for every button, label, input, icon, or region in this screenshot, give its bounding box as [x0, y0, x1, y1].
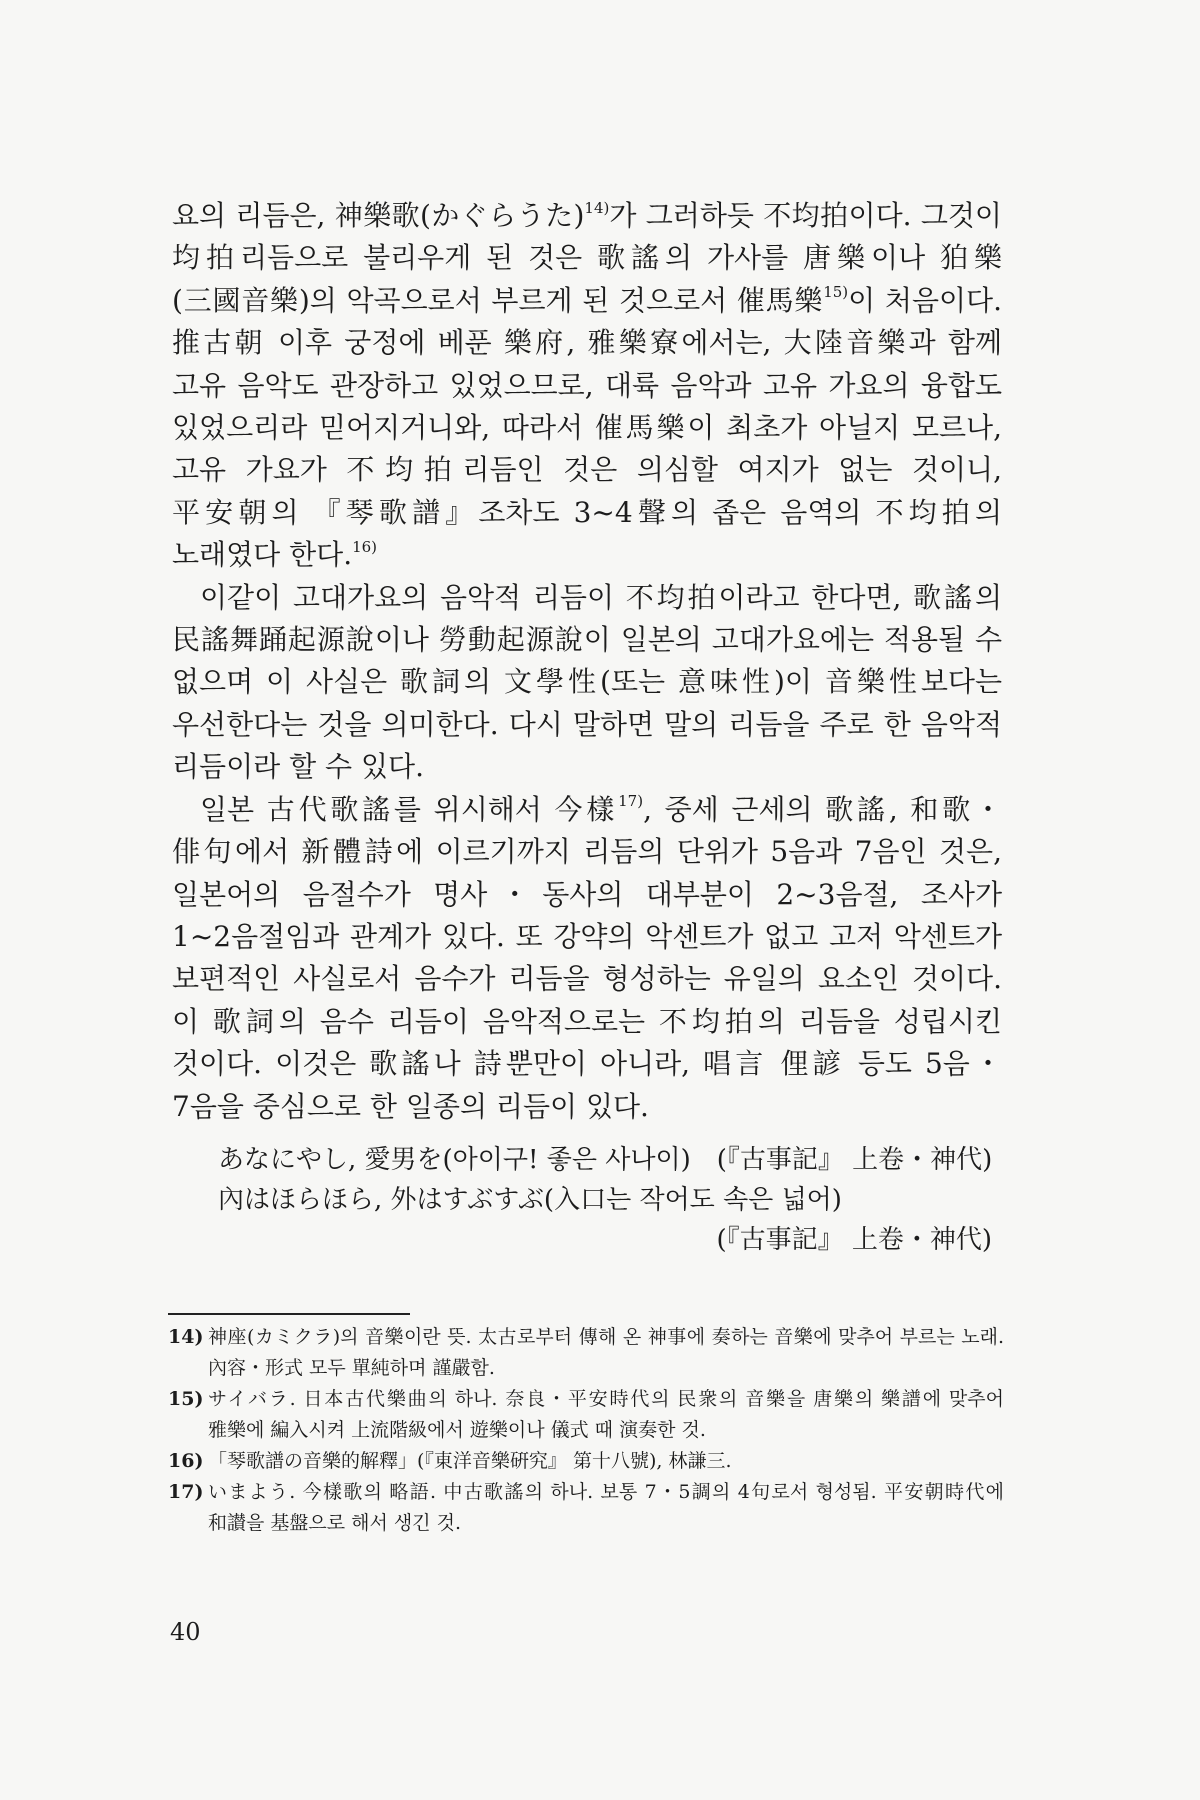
p3-text-2: , 중세 근세의 歌謠, 和歌・俳句에서 新體詩에 이르기까지 리듬의 단위가 5음과 7음인 것은, 일본어의 음절수가 명사・동사의 대부분이 2~3음절, 조사가 1~2음절임과 관계가 있다. 또 강약의 악센트가 없고 고저 악센트가 보편적인 사실로서 음수가 리듬을 형성하는 유일의 요소인 것이다. 이 歌詞의 음수 리듬이 음악적으로는 不均拍의 리듬을 성립시킨 것이다. 이것은 歌謠나 詩뿐만이 아니라, 唱言 俚諺 등도 5음・7음을 중심으로 한 일종의 리듬이 있다. [172, 792, 1002, 1123]
p1-text-3: 이 처음이다. 推古朝 이후 궁정에 베푼 樂府, 雅樂寮에서는, 大陸音樂과 함께 고유 음악도 관장하고 있었으므로, 대륙 음악과 고유 가요의 융합도 있었으리라 믿어지거니와, 따라서 催馬樂이 최초가 아닐지 모르나, 고유 가요가 不均拍리듬인 것은 의심할 여지가 없는 것이니, 平安朝의 『琴歌譜』조차도 3~4聲의 좁은 음역의 不均拍의 노래였다 한다. [172, 283, 1002, 572]
footnote-number: 15) [168, 1388, 204, 1410]
p1-text-2: 가 그러하듯 不均拍이다. 그것이 均拍리듬으로 불리우게 된 것은 歌謠의 가사를 唐樂이나 狛樂(三國音樂)의 악곡으로서 부르게 된 것으로서 催馬樂 [172, 199, 1002, 317]
footnote-17 [168, 1477, 1004, 1539]
footnote-text: 神座(カミクラ)의 音樂이란 뜻. 太古로부터 傳해 온 神事에 奏하는 音樂에 맞추어 부르는 노래. 內容・形式 모두 單純하며 謹嚴함. [208, 1326, 1004, 1379]
footnotes [168, 1322, 1004, 1539]
page-number: 40 [170, 1618, 201, 1646]
footnote-text: サイバラ. 日本古代樂曲의 하나. 奈良・平安時代의 民衆의 音樂을 唐樂의 樂譜에 맞추어 雅樂에 編入시켜 上流階級에서 遊樂이나 儀式 때 演奏한 것. [208, 1388, 1004, 1441]
p3-text-1: 일본 古代歌謠를 위시해서 今樣 [200, 792, 619, 826]
footnote-ref-14: 14) [584, 198, 610, 217]
footnote-ref-16: 16) [352, 537, 378, 556]
footnote-16 [168, 1446, 1004, 1477]
footnote-14 [168, 1322, 1004, 1384]
footnote-number: 17) [168, 1481, 204, 1503]
paragraph-1 [172, 195, 1002, 577]
footnote-ref-17: 17) [618, 792, 644, 811]
main-text [172, 195, 1002, 1128]
footnote-number: 16) [168, 1450, 204, 1472]
footnote-15 [168, 1384, 1004, 1446]
paragraph-3 [172, 789, 1002, 1128]
footnote-divider [168, 1313, 410, 1315]
quote-line-1: あなにやし, 愛男を(아이구! 좋은 사나이) (『古事記』 上卷・神代) [218, 1145, 993, 1175]
footnote-ref-15: 15) [823, 283, 849, 302]
quote-source: (『古事記』 上卷・神代) [716, 1225, 992, 1255]
paragraph-2: 이같이 고대가요의 음악적 리듬이 不均拍이라고 한다면, 歌謠의 民謠舞踊起源說이나 勞動起源說이 일본의 고대가요에는 적용될 수 없으며 이 사실은 歌詞의 文學性(또는 意味性)이 音樂性보다는 우선한다는 것을 의미한다. 다시 말하면 말의 리듬을 주로 한 음악적 리듬이라 할 수 있다. [172, 580, 1002, 784]
footnote-text: 「琴歌譜の音樂的解釋」(『東洋音樂硏究』 第十八號), 林謙三. [208, 1450, 732, 1472]
quote-line-2: 內はほらほら, 外はすぶすぶ(入口는 작어도 속은 넓어) [218, 1185, 842, 1215]
quotation-block [218, 1140, 998, 1260]
p1-text-1: 요의 리듬은, 神樂歌(かぐらうた) [172, 199, 585, 232]
footnote-number: 14) [168, 1326, 204, 1348]
footnote-text: いまよう. 今樣歌의 略語. 中古歌謠의 하나. 보통 7・5調의 4句로서 형성됨. 平安朝時代에 和讃을 基盤으로 해서 생긴 것. [208, 1481, 1004, 1534]
